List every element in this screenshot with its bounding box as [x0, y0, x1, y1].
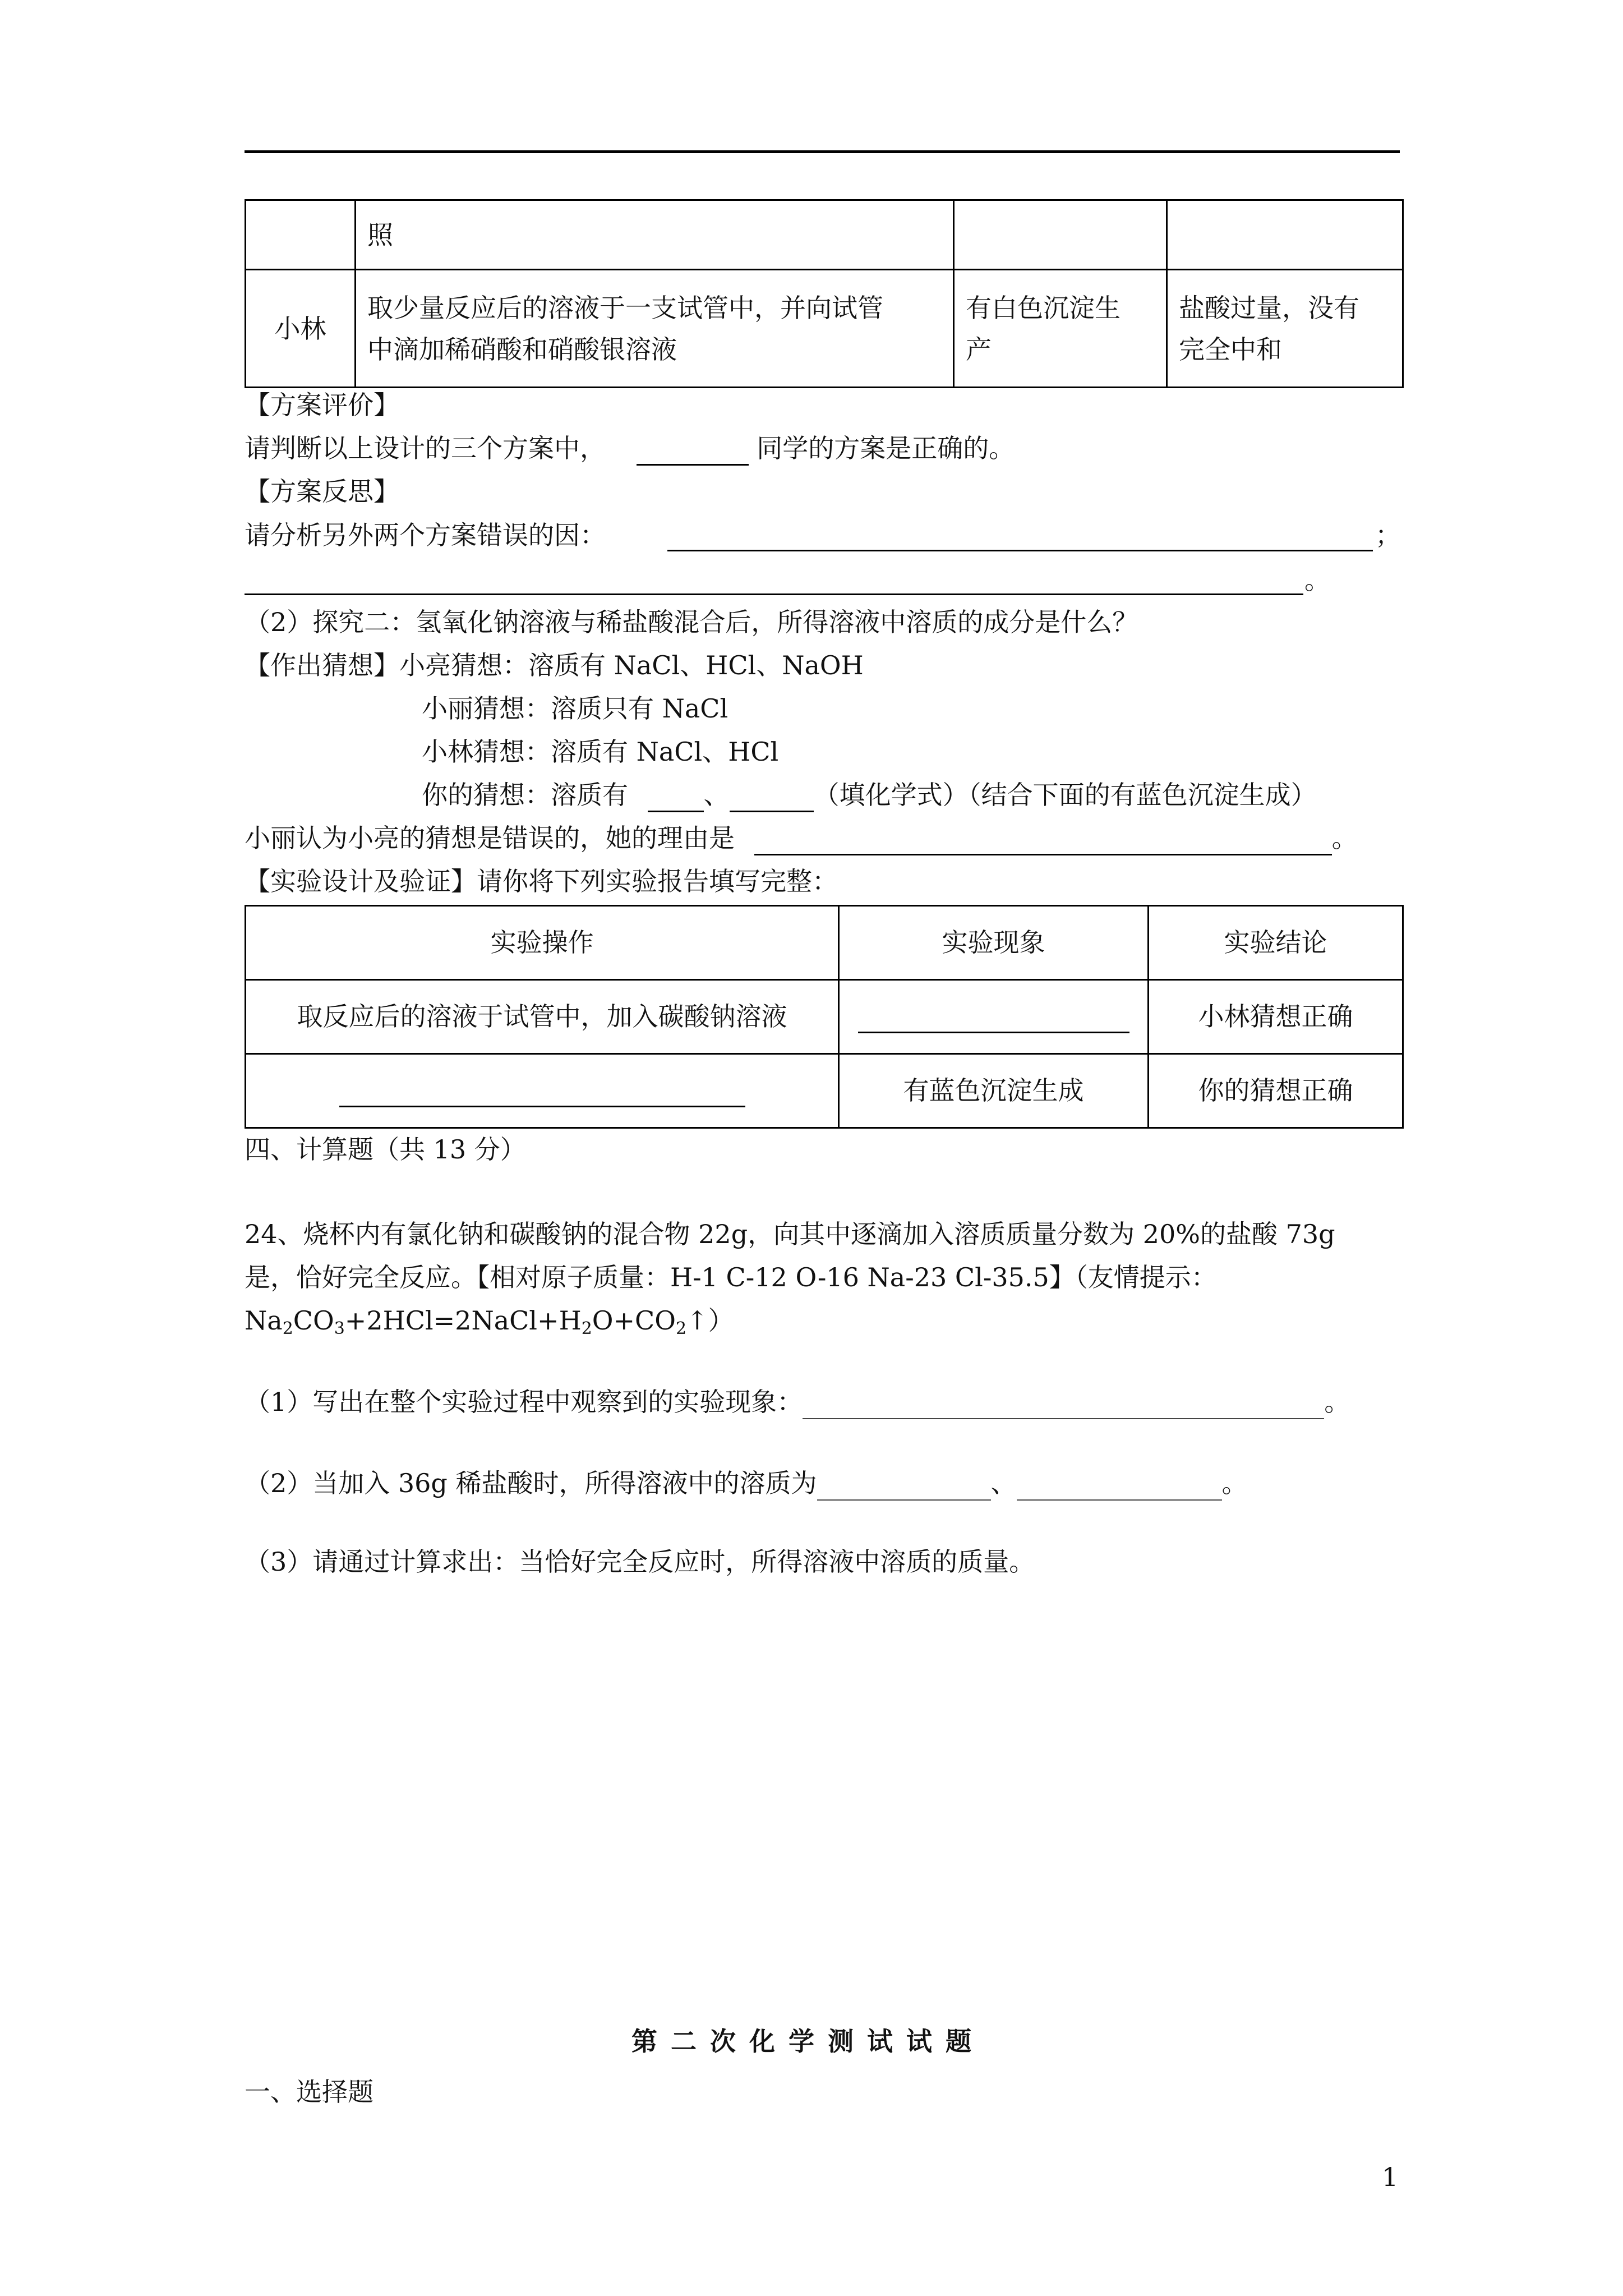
section-heading: 一、选择题 — [245, 2077, 374, 2107]
phenomenon-cell — [954, 270, 1167, 388]
answer-blank[interactable] — [245, 593, 1303, 595]
table-row — [246, 980, 1403, 1054]
answer-blank[interactable] — [858, 1005, 1129, 1033]
guess-line: 小丽猜想：溶质只有 NaCl — [422, 693, 728, 724]
punctuation: 。 — [1221, 1468, 1248, 1498]
punctuation: 、 — [990, 1468, 1017, 1498]
table-row — [246, 906, 1403, 980]
xiaoli-reason — [245, 822, 1358, 855]
reflection-sentence: 请分析另外两个方案错误的因： — [245, 520, 606, 550]
experiment-report-table — [245, 905, 1404, 1129]
conclusion-line: 完全中和 — [1179, 334, 1282, 365]
guess-text: 小亮猜想：溶质有 NaCl、HCl、NaOH — [399, 650, 864, 680]
header-rule — [245, 150, 1400, 153]
equation-subscript: 3 — [334, 1319, 345, 1338]
answer-blank[interactable] — [648, 784, 704, 812]
equation-part: ↑） — [686, 1305, 734, 1336]
answer-blank[interactable] — [754, 827, 1332, 855]
answer-blank[interactable] — [667, 550, 1373, 551]
sub-question-2 — [245, 1467, 1248, 1501]
evaluation-text: 同学的方案是正确的。 — [757, 433, 1015, 463]
conclusion-cell: 你的猜想正确 — [1149, 1054, 1403, 1128]
sub-question-3: （3）请通过计算求出：当恰好完全反应时，所得溶液中溶质的质量。 — [245, 1547, 1035, 1577]
method-line: 取少量反应后的溶液于一支试管中，并向试管 — [367, 292, 883, 323]
phenomenon-cell: 有蓝色沉淀生成 — [839, 1054, 1149, 1128]
table-cell — [246, 200, 356, 270]
conclusion-cell: 小林猜想正确 — [1149, 980, 1403, 1054]
operation-cell — [246, 1054, 839, 1128]
method-cell — [356, 270, 954, 388]
equation-subscript: 2 — [581, 1319, 592, 1338]
evaluation-text: 请判断以上设计的三个方案中， — [245, 433, 606, 463]
question-24-line: 24、烧杯内有氯化钠和碳酸钠的混合物 22g，向其中逐滴加入溶质质量分数为 20%的盐酸 73g — [245, 1219, 1335, 1249]
equation-subscript: 2 — [282, 1319, 293, 1338]
answer-blank[interactable] — [637, 438, 749, 466]
table-row — [246, 200, 1403, 270]
guess-text: 你的猜想：溶质有 — [422, 780, 628, 810]
table-row — [246, 1054, 1403, 1128]
student-name-cell: 小林 — [246, 270, 356, 388]
punctuation: 。 — [1304, 565, 1330, 595]
table-header: 实验结论 — [1149, 906, 1403, 980]
guess-label: 【作出猜想】 — [245, 650, 399, 680]
conclusion-line: 盐酸过量，没有 — [1179, 292, 1359, 323]
reaction-equation — [245, 1304, 734, 1340]
section-heading: 四、计算题（共 13 分） — [245, 1134, 526, 1165]
table-cell: 照 — [356, 200, 954, 270]
phenomenon-cell — [839, 980, 1149, 1054]
design-label: 【实验设计及验证】请你将下列实验报告填写完整： — [245, 866, 838, 896]
sub-question-text: （2）当加入 36g 稀盐酸时，所得溶液中的溶质为 — [245, 1468, 817, 1498]
operation-cell: 取反应后的溶液于试管中，加入碳酸钠溶液 — [246, 980, 839, 1054]
table-header: 实验现象 — [839, 906, 1149, 980]
explore2-question: （2）探究二：氢氧化钠溶液与稀盐酸混合后，所得溶液中溶质的成分是什么？ — [245, 607, 1138, 637]
answer-blank[interactable] — [817, 1473, 991, 1501]
sub-question-text: （1）写出在整个实验过程中观察到的实验现象： — [245, 1387, 803, 1417]
equation-part: CO — [293, 1305, 334, 1336]
table-cell — [1167, 200, 1403, 270]
punctuation: 。 — [1324, 1387, 1350, 1417]
phenomenon-line: 有白色沉淀生 — [966, 292, 1121, 323]
punctuation: ； — [1375, 520, 1401, 550]
equation-subscript: 2 — [675, 1319, 687, 1338]
method-line: 中滴加稀硝酸和硝酸银溶液 — [367, 334, 677, 365]
punctuation: 。 — [1331, 823, 1358, 853]
table-cell — [954, 200, 1167, 270]
guess-line — [422, 779, 1317, 812]
evaluation-sentence — [245, 432, 1015, 466]
answer-blank[interactable] — [339, 1079, 745, 1107]
guess-line — [245, 649, 864, 683]
table-row — [246, 270, 1403, 388]
equation-part: Na — [245, 1305, 283, 1336]
sub-question-1 — [245, 1386, 1350, 1419]
answer-blank[interactable] — [1017, 1473, 1222, 1501]
guess-text: 、 — [703, 780, 730, 810]
table-header: 实验操作 — [246, 906, 839, 980]
question-24-line: 是，恰好完全反应。【相对原子质量：H-1 C-12 O-16 Na-23 Cl-35.5】（友情提示： — [245, 1262, 1217, 1292]
next-test-title: 第二次化学测试试题 — [631, 2026, 985, 2056]
equation-part: +2HCl=2NaCl+H — [344, 1305, 582, 1336]
guess-text: （填化学式）（结合下面的有蓝色沉淀生成） — [813, 780, 1317, 810]
reflection-heading: 【方案反思】 — [245, 476, 399, 507]
equation-part: O+CO — [592, 1305, 676, 1336]
guess-line: 小林猜想：溶质有 NaCl、HCl — [422, 737, 779, 767]
conclusion-cell — [1167, 270, 1403, 388]
page-number: 1 — [1382, 2162, 1399, 2192]
evaluation-heading: 【方案评价】 — [245, 390, 399, 420]
experiment-plan-table — [245, 199, 1404, 388]
phenomenon-line: 产 — [966, 334, 992, 365]
answer-blank[interactable] — [803, 1391, 1324, 1419]
answer-blank[interactable] — [730, 784, 814, 812]
reason-text: 小丽认为小亮的猜想是错误的，她的理由是 — [245, 823, 735, 853]
